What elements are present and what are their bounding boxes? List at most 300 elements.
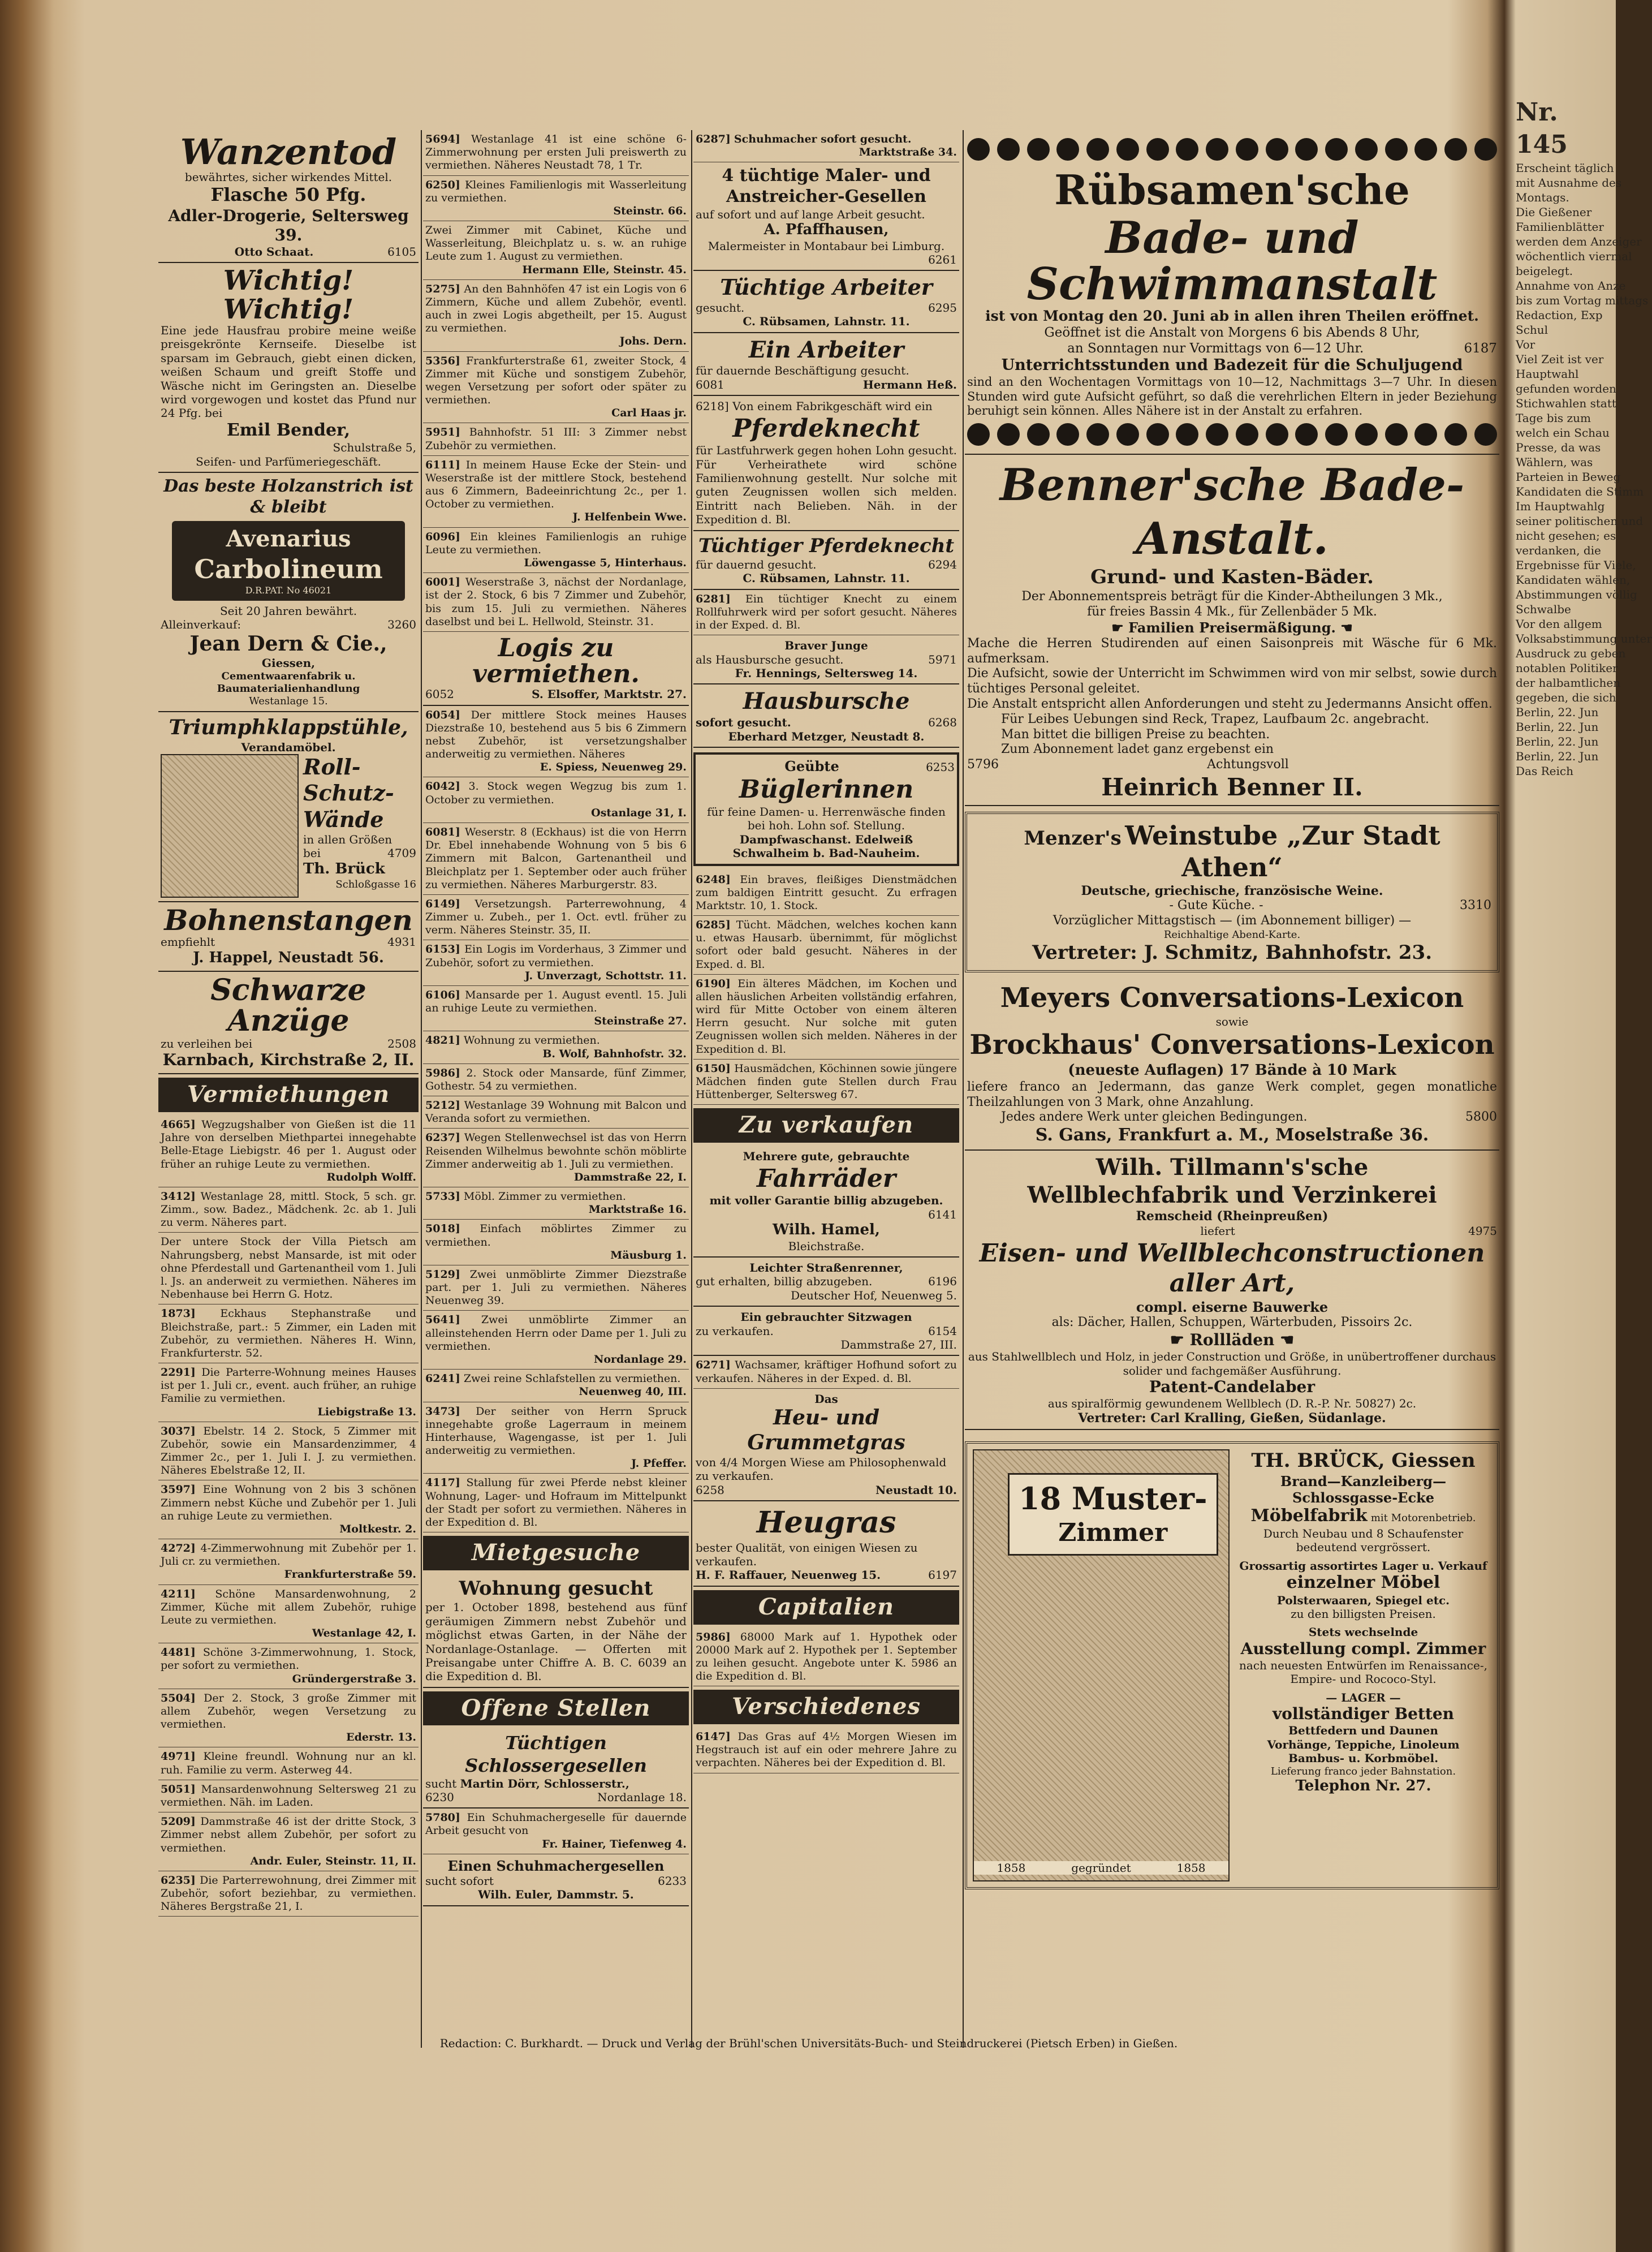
ad-address: Löwengasse 5, Hinterhaus. (524, 556, 687, 569)
ad-text: Bettfedern und Daunen (1288, 1724, 1438, 1738)
classified-ad (423, 456, 689, 528)
imprint-footer: Redaction: C. Burkhardt. — Druck und Verlag der Brühl'schen Universitäts-Buch- und Steindruckerei (Pietsch Erben) in Gießen. (439, 2036, 1178, 2050)
ad-number: 1873] (161, 1307, 196, 1320)
ad-text: Vertreter: J. Schmitz, Bahnhofstr. 23. (1032, 941, 1433, 964)
ad-text: Lieferung franco jeder Bahnstation. (1270, 1765, 1456, 1777)
ad-heugras (693, 1501, 959, 1587)
ad-number: 3473] (425, 1405, 460, 1418)
ad-address: Seifen- und Parfümeriegeschäft. (196, 454, 381, 468)
facing-page-line: Annahme von Anze (1516, 279, 1626, 293)
ad-tillmann (965, 1151, 1499, 1431)
ad-junge (693, 635, 959, 684)
ad-text: Westanlage 41 ist eine schöne 6-Zimmerwohnung per ersten Juli preiswerth zu vermiethen. Näheres Neustadt 78, 1 Tr. (425, 133, 687, 172)
column-3 (693, 130, 959, 1773)
ad-wichtig (158, 263, 419, 473)
ad-ruebsamen-bad (965, 130, 1499, 455)
ad-text: Der mittlere Stock meines Hauses Diezstraße 10, bestehend aus 5 bis 6 Zimmern nebst Zubehör, ist versetzungshalber anderweitig zu vermiethen. Näheres (425, 708, 687, 761)
ad-seller: Menzer's (1024, 827, 1122, 850)
ad-address: Johs. Dern. (619, 335, 687, 348)
ad-text: Die Anstalt entspricht allen Anforderungen und steht zu Jedermanns Ansicht offen. (967, 696, 1493, 711)
ad-title: Brockhaus' Conversations-Lexicon (969, 1029, 1495, 1061)
ad-title: Wichtig! Wichtig! (223, 265, 354, 325)
ad-text: Flasche 50 Pfg. (210, 184, 366, 206)
ad-title: Heugras (756, 1505, 896, 1540)
ad-text: Geöffnet ist die Anstalt von Morgens 6 bis Abends 8 Uhr, (1044, 325, 1420, 341)
facing-page-line: beigelegt. (1516, 264, 1573, 278)
ad-text: Der 2. Stock, 3 große Zimmer mit allem Zubehör, wegen Versetzung zu vermiethen. (161, 1691, 416, 1731)
ad-text: aus spiralförmig gewundenem Wellblech (D. R.-P. Nr. 50827) 2c. (1047, 1397, 1417, 1411)
ad-text: Schlossgasse-Ecke (1292, 1489, 1434, 1506)
classified-ad (423, 823, 689, 895)
banner-text: gegründet (1071, 1861, 1131, 1875)
ad-number: 6294 (928, 558, 957, 572)
facing-page-line: Berlin, 22. Jun (1516, 705, 1599, 720)
ad-address: B. Wolf, Bahnhofstr. 32. (542, 1047, 687, 1060)
year: 1858 (1176, 1861, 1206, 1875)
ad-seller: Karnbach, Kirchstraße 2, II. (162, 1050, 415, 1070)
ad-title: Bohnenstangen (164, 903, 413, 937)
ad-text: vollständiger Betten (1272, 1704, 1455, 1724)
ad-avenarius (158, 473, 419, 712)
ad-address: Nordanlage 29. (593, 1353, 687, 1366)
ad-number: 6054] (425, 708, 460, 721)
ad-text: Alleinverkauf: (161, 618, 241, 632)
ad-number: 6147] (696, 1730, 731, 1743)
dot-border (967, 423, 1497, 446)
ad-number: 5209] (161, 1815, 196, 1828)
classified-ad (423, 130, 689, 176)
ad-text: mit voller Garantie billig abzugeben. (709, 1194, 943, 1208)
ad-text: bester Qualität, von einigen Wiesen zu verkaufen. (696, 1540, 918, 1568)
section-heading: Verschiedenes (693, 1690, 959, 1724)
ad-text: in allen Größen (303, 833, 392, 847)
ad-number: 5356] (425, 354, 460, 367)
ad-text: Mansardenwohnung Seltersweg 21 zu vermiethen. Näh. im Laden. (161, 1782, 416, 1809)
ad-text: Wegzugshalber von Gießen ist die 11 Jahre von derselben Miethpartei innegehabte Belle-Etage Liebigstr. 46 per 1. August oder früher an ruhige Leute zu vermiethen. (161, 1118, 416, 1170)
ad-capital (693, 1628, 959, 1687)
ad-text: Eine jede Hausfrau probire meine weiße preisgekrönte Kernseife. Dieselbe ist sparsam im Gebrauch, giebt einen dicken, weißen Schaum und greift Stoffe und Wäsche nicht im Geringsten an. Dieselbe wird vorgewogen und kostet das Pfund nur 24 Pfg. bei (161, 324, 416, 420)
ad-title: Büglerinnen (739, 775, 914, 804)
ad-text: - Gute Küche. - (1169, 898, 1263, 913)
ad-title: Bade- und Schwimmanstalt (1026, 212, 1438, 310)
ad-number: 6233 (658, 1874, 687, 1888)
ad-address: Schloßgasse 16 (335, 878, 416, 890)
ad-text: Grund- und Kasten-Bäder. (1090, 566, 1374, 589)
ad-number: 6052 (425, 687, 454, 701)
ad-address: Gründergerstraße 3. (292, 1672, 416, 1685)
facing-page-line: nicht gesehen; es (1516, 529, 1616, 543)
classified-ad (693, 975, 959, 1060)
ad-text: Weserstraße 3, nächst der Nordanlage, ist der 2. Stock, 6 bis 7 Zimmer und Zubehör, bis zum 15. Juli zu vermiethen. Näheres daselbst und bei L. Hellwold, Steinstr. 31. (425, 576, 687, 628)
ad-number: 4272] (161, 1542, 196, 1555)
ad-address: Nordanlage 18. (597, 1790, 687, 1804)
ad-text: nach neuesten Entwürfen im Renaissance-, Empire- und Rococo-Styl. (1239, 1659, 1487, 1686)
ad-number: 6268 (928, 716, 957, 730)
ad-text: für freies Bassin 4 Mk., für Zellenbäder 5 Mk. (1087, 604, 1377, 619)
facing-page-line: verdanken, die (1516, 544, 1601, 558)
ad-number: 6190] (696, 977, 731, 990)
ad-text: Das Gras auf 4½ Morgen Wiesen im Hegstrauch ist auf ein oder mehrere Jahre zu verpachten. Näheres bei der Expedition d. Bl. (696, 1730, 957, 1769)
ad-number: 4821] (425, 1034, 460, 1047)
ad-text: gut erhalten, billig abzugeben. (696, 1274, 873, 1289)
ad-text: Westanlage 39 Wohnung mit Balcon und Veranda sofort zu vermiethen. (425, 1099, 687, 1125)
ad-title: Ein gebrauchter Sitzwagen (740, 1310, 912, 1324)
ad-text: Für Leibes Uebungen sind Reck, Trapez, Laufbaum 2c. angebracht. (1001, 712, 1430, 726)
ad-text: Zum Abonnement ladet ganz ergebenst ein (1001, 742, 1274, 757)
ad-seller: J. Happel, Neustadt 56. (193, 949, 384, 966)
ad-title: Logis zu vermiethen. (472, 633, 640, 689)
facing-page-line: Kandidaten wählen, (1516, 573, 1631, 587)
ad-text: mit Motorenbetrieb. (1370, 1512, 1476, 1525)
facing-page-fragment (1516, 96, 1652, 2076)
pointing-hand-icon: ☚ (1274, 1330, 1295, 1350)
ad-number: 4211] (161, 1587, 196, 1600)
ad-number: 5212] (425, 1099, 460, 1112)
ad-text: Kleine freundl. Wohnung nur an kl. ruh. Familie zu verm. Asterweg 44. (161, 1750, 417, 1776)
facing-page-line: Im Hauptwahlg (1516, 500, 1605, 514)
ad-text: Von einem Fabrikgeschäft wird ein (732, 399, 933, 414)
ad-number: 5733] (425, 1190, 460, 1203)
classified-ad (158, 1643, 419, 1689)
ad-text: Stallung für zwei Pferde nebst kleiner Wohnung, Lager- und Hofraum im Mittelpunkt der Stadt per sofort zu vermiethen. Näheres in der Expedition d. Bl. (425, 1476, 687, 1528)
facing-page-line: Berlin, 22. Jun (1516, 720, 1599, 734)
ad-title: Wellblechfabrik und Verzinkerei (1027, 1181, 1437, 1208)
ad-hausbursche (693, 684, 959, 748)
ad-seller: Th. Brück (303, 860, 385, 877)
ad-number: 4975 (1468, 1224, 1497, 1238)
ad-text: Schutz- (303, 780, 394, 806)
ad-number: 6096] (425, 530, 460, 543)
ad-text: Patent-Candelaber (1149, 1377, 1315, 1396)
facing-page-line: mit Ausnahme des (1516, 176, 1622, 190)
facing-page-line: Ergebnisse für Viele, (1516, 558, 1636, 572)
facing-page-line: welch ein Schau (1516, 426, 1610, 440)
ad-text: Telephon Nr. 27. (1295, 1777, 1431, 1795)
section-heading: Capitalien (693, 1590, 959, 1625)
facing-page-line: Stichwahlen statt (1516, 397, 1616, 411)
ad-text: Ein älteres Mädchen, im Kochen und allen häuslichen Arbeiten vollständig erfahren, wird für Mitte October von einem älteren Herrn gesucht. Nur solche mit guten Zeugnissen wollen sich melden. Näheres in der Expedition d. Bl. (696, 977, 957, 1056)
ad-text: bei (303, 846, 321, 860)
ad-triumph (158, 712, 419, 902)
ad-text: Stets wechselnde (1308, 1625, 1418, 1639)
ad-text: Mehrere gute, gebrauchte (743, 1149, 910, 1164)
ad-address: Fr. Hainer, Tiefenweg 4. (542, 1837, 687, 1850)
classified-ad (158, 1422, 419, 1481)
ad-number: 6001] (425, 576, 460, 589)
ad-text: Bambus- u. Korbmöbel. (1288, 1751, 1439, 1766)
ad-number: 6150] (696, 1062, 731, 1075)
ad-seller: C. Rübsamen, Lahnstr. 11. (743, 315, 910, 329)
ad-seller: Fr. Hennings, Seltersweg 14. (735, 666, 918, 681)
ad-schuhmacher (423, 1809, 689, 1854)
ad-text: Jedes andere Werk unter gleichen Bedingungen. (1001, 1110, 1308, 1125)
ad-number: 4481] (161, 1646, 196, 1659)
classified-ad (158, 1233, 419, 1304)
facing-page-line: wöchentlich viermal (1516, 249, 1632, 264)
classified-ad (158, 1363, 419, 1422)
ad-text: Der seither von Herrn Spruck innegehabte große Lagerraum in meinem Hinterhause, Wagengasse, ist per 1. Juli anderweitig zu vermiethen. (425, 1405, 687, 1457)
ad-number: 5780] (425, 1811, 460, 1824)
ad-text: Der untere Stock der Villa Pietsch am Nahrungsberg, nebst Mansarde, ist mit oder ohne Pferdestall und Gartenantheil vom 1. Juli l. Js. an anderweit zu vermiethen. Näheres im Nebenhause bei Herrn G. Hotz. (161, 1235, 416, 1301)
facing-page-line: Tage bis zum (1516, 411, 1591, 425)
ad-wohnung-gesucht (423, 1574, 689, 1688)
ad-number: 5129] (425, 1268, 460, 1281)
ad-text: Möbelfabrik (1250, 1506, 1368, 1526)
ad-text: Zwei unmöblirte Zimmer Diezstraße part. per 1. Juli zu vermiethen. Näheres Neuenweg 39. (425, 1268, 687, 1307)
ad-title: Wanzentod (180, 131, 397, 173)
column-2 (423, 130, 689, 1906)
ad-text: an Sonntagen nur Vormittags von 6—12 Uhr. (1067, 341, 1364, 356)
ad-lexicon (965, 978, 1499, 1150)
ad-title: Benner'sche Bade-Anstalt. (999, 459, 1465, 565)
ad-address: J. Unverzagt, Schottstr. 11. (524, 969, 687, 982)
classified-ad (423, 1129, 689, 1187)
classified-ad (158, 1539, 419, 1585)
ad-text: als Hausbursche gesucht. (696, 652, 844, 666)
classified-ad (423, 1370, 689, 1402)
ad-seller: Hermann Heß. (862, 377, 957, 391)
classified-ad (423, 777, 689, 823)
ad-address: Westanlage 15. (249, 695, 328, 707)
ad-number: 5694] (425, 133, 460, 145)
pointing-hand-icon: ☚ (1335, 619, 1353, 636)
ad-number: 4971] (161, 1750, 196, 1763)
year: 1858 (997, 1861, 1026, 1875)
ad-title: Schwarze Anzüge (210, 972, 366, 1039)
ad-seller: S. Elsoffer, Marktstr. 27. (532, 687, 687, 701)
ad-logis (423, 632, 689, 706)
ad-pferdeknecht-2 (693, 531, 959, 590)
ad-number: 6105 (387, 244, 416, 259)
classified-ad (423, 221, 689, 280)
ad-address: Deutscher Hof, Neuenweg 5. (791, 1288, 957, 1302)
ad-number: 5018] (425, 1222, 460, 1235)
ad-bohnenstangen (158, 902, 419, 972)
badge-text: Zimmer (1058, 1518, 1168, 1548)
ad-number: 3310 (1459, 898, 1491, 913)
ad-schlosser (423, 1729, 689, 1809)
ad-address: Mäusburg 1. (610, 1248, 687, 1261)
ad-number: 6253 (926, 760, 955, 774)
ad-address: Giessen, (261, 656, 316, 670)
ad-seller: Dampfwaschanst. Edelweiß (739, 832, 913, 846)
ad-text: 4-Zimmerwohnung mit Zubehör per 1. Juli cr. zu vermiethen. (161, 1542, 416, 1568)
ad-number: 6106] (425, 988, 460, 1001)
ad-seller: C. Rübsamen, Lahnstr. 11. (743, 571, 910, 585)
ad-text: — LAGER — (1326, 1690, 1401, 1704)
ad-seller: Eberhard Metzger, Neustadt 8. (728, 729, 925, 743)
ad-benner-bad (965, 455, 1499, 806)
ad-number: 6197 (928, 1568, 957, 1582)
ad-arbeiter (693, 271, 959, 333)
ad-fahrraeder (693, 1146, 959, 1258)
facing-page-line: Wählern, was (1516, 455, 1593, 470)
section-heading: Zu verkaufen (693, 1108, 959, 1143)
ad-address: Westanlage 42, I. (312, 1627, 416, 1640)
founding-banner (974, 1861, 1228, 1875)
ad-number: 4931 (387, 935, 416, 949)
newspaper-page (141, 96, 1502, 2076)
facing-page-line: Volksabstimmung unter (1516, 632, 1652, 646)
ad-text: Ein kleines Familienlogis an ruhige Leute zu vermiethen. (425, 530, 687, 556)
ad-text: als: Dächer, Hallen, Schuppen, Wärterbuden, Pissoirs 2c. (1051, 1315, 1413, 1330)
ad-text: für feine Damen- u. Herrenwäsche finden bei hoh. Lohn sof. Stellung. (707, 805, 946, 833)
column-rule (691, 130, 692, 2048)
ad-text: Ein tüchtiger Knecht zu einem Rollfuhrwerk wird per sofort gesucht. Näheres in der Exped. d. Bl. (696, 592, 957, 632)
ad-text: Brand—Kanzleiberg— (1280, 1472, 1447, 1489)
ad-wanzentod (158, 130, 419, 263)
ad-address: Steinstr. 66. (613, 204, 687, 217)
ad-text-row (967, 619, 1497, 636)
ad-number: 6042] (425, 780, 460, 793)
ad-sitzwagen (693, 1307, 959, 1356)
ad-text: Kleines Familienlogis mit Wasserleitung zu vermiethen. (425, 178, 687, 204)
ad-text: liefert (1200, 1224, 1235, 1238)
facing-page-line: Montags. (1516, 191, 1569, 205)
facing-page-line: Viel Zeit ist ver (1516, 352, 1604, 367)
facing-page-line: gegeben, die sich (1516, 691, 1616, 705)
ad-text: Man bittet die billigen Preise zu beachten. (1001, 727, 1270, 742)
classified-list (423, 130, 689, 632)
facing-page-line: Kandidaten die Stimm (1516, 485, 1644, 499)
classified-ad (423, 573, 689, 632)
ad-address: Steinstraße 27. (594, 1015, 687, 1028)
ad-address: Dammstraße 22, I. (573, 1170, 687, 1183)
ad-text: zu den billigsten Preisen. (1291, 1607, 1436, 1621)
ad-text: Reichhaltige Abend-Karte. (1163, 929, 1301, 941)
ad-text: Adler-Drogerie, Seltersweg 39. (168, 206, 409, 244)
ad-text: Das (814, 1392, 838, 1406)
ad-address: Frankfurterstraße 59. (284, 1568, 416, 1581)
column-rule (963, 130, 964, 2048)
ad-text: Eine Wohnung von 2 bis 3 schönen Zimmern nebst Küche und Zubehör per 1. Juli an ruhige Leute zu vermiethen. (161, 1483, 416, 1522)
ad-text: zu verkaufen. (696, 1324, 774, 1338)
ad-address: Neustadt 10. (875, 1483, 957, 1497)
ad-number: 6258 (696, 1483, 724, 1497)
ad-seller: Wilh. Euler, Dammstr. 5. (478, 1888, 634, 1902)
ad-title: Ein Arbeiter (748, 336, 904, 363)
ad-number: 5641] (425, 1314, 460, 1327)
ad-title: Weinstube „Zur Stadt Athen“ (1125, 820, 1440, 883)
ad-address: Ederstr. 13. (346, 1731, 416, 1744)
ad-number: 6154 (928, 1324, 957, 1338)
ad-number: 5971 (928, 652, 957, 666)
ad-text: Ein Logis im Vorderhaus, 3 Zimmer und Zubehör, sofort zu vermiethen. (425, 943, 687, 969)
ad-text: Schöne Mansardenwohnung, 2 Zimmer, Küche mit allem Zubehör, ruhige Leute zu vermiethen. (161, 1587, 416, 1626)
ad-seller: A. Pfaffhausen, (764, 221, 889, 238)
ad-seller: Otto Schaat. (234, 244, 314, 259)
ad-text: Vorhänge, Teppiche, Linoleum (1267, 1737, 1460, 1751)
ad-number: 6285] (696, 919, 731, 932)
ad-text: Roll- (303, 753, 361, 780)
ad-pferdeknecht (693, 396, 959, 531)
ad-hofhund (693, 1356, 959, 1388)
ad-seller: S. Gans, Frankfurt a. M., Moselstraße 36. (1035, 1125, 1429, 1146)
classified-ad (423, 280, 689, 352)
ad-title: Wilh. Tillmann's'sche (1095, 1153, 1369, 1181)
classified-ad (423, 423, 689, 455)
ad-number: 2508 (387, 1036, 416, 1050)
dot-border (967, 138, 1497, 161)
ad-title: Fahrräder (756, 1164, 896, 1193)
ad-title: Tüchtigen Schlossergesellen (465, 1732, 647, 1776)
ad-text: einzelner Möbel (1286, 1573, 1440, 1593)
ad-seller: Emil Bender, (226, 420, 351, 440)
classified-ad (158, 1187, 419, 1233)
ad-text: gesucht. (696, 300, 745, 315)
ad-address: Neuenweg 40, III. (579, 1385, 687, 1398)
ad-text: Durch Neubau und 8 Schaufenster bedeutend vergrössert. (1263, 1526, 1464, 1555)
classified-ad (423, 706, 689, 778)
ad-address: Liebigstraße 13. (317, 1405, 416, 1418)
ad-text: aus Stahlwellblech und Holz, in jeder Construction und Größe, in unübertroffener durchaus solider und fachgemäßer Ausführung. (968, 1350, 1496, 1377)
ad-text: Einfach möblirtes Zimmer zu vermiethen. (425, 1222, 687, 1248)
facing-page-line: Abstimmungen völlig (1516, 588, 1637, 602)
ad-address: J. Helfenbein Wwe. (572, 511, 687, 524)
ad-text: Grossartig assortirtes Lager u. Verkauf (1239, 1558, 1487, 1573)
ad-gras (693, 1728, 959, 1773)
ad-text: Zwei unmöblirte Zimmer an alleinstehenden Herrn oder Dame per 1. Juli zu vermiethen. (425, 1314, 687, 1353)
ad-schuhmacher-gesucht (693, 130, 959, 162)
classified-ad (423, 176, 689, 222)
ad-title: Meyers Conversations-Lexicon (1000, 982, 1464, 1014)
classified-ad (158, 1585, 419, 1644)
ad-number: 6187 (1464, 341, 1497, 356)
classified-ad (158, 1747, 419, 1780)
ad-address: Hermann Elle, Steinstr. 45. (522, 263, 687, 276)
classified-ad (158, 1689, 419, 1748)
ad-address: Malermeister in Montabaur bei Limburg. (708, 239, 945, 253)
ad-text: Frankfurterstraße 61, zweiter Stock, 4 Zimmer mit Küche und sonstigem Zubehör, wegen Versetzung per sofort oder später zu vermiethen. (425, 354, 687, 407)
ad-number: 6241] (425, 1372, 460, 1385)
classified-ad (158, 1812, 419, 1871)
ad-number: 6081 (696, 377, 724, 391)
ad-number: 3412] (161, 1190, 196, 1203)
furniture-illustration (973, 1449, 1230, 1881)
facing-page-line: Vor (1516, 338, 1535, 352)
facing-page-line: Schul (1516, 323, 1549, 337)
ad-text: Schuhmacher sofort gesucht. (734, 133, 912, 145)
ad-text: Deutsche, griechische, französische Weine. (1081, 883, 1383, 898)
ad-number: 5051] (161, 1782, 196, 1795)
ad-text: Die Aufsicht, sowie der Unterricht im Schwimmen wird von mir selbst, sowie durch tüchtiges Personal geleitet. (967, 666, 1497, 696)
ad-text: Die Parterre-Wohnung meines Hauses ist per 1. Juli cr., event. auch früher, an ruhige Familie zu vermiethen. (161, 1366, 417, 1405)
classified-ad (423, 1265, 689, 1311)
ad-number: 2291] (161, 1366, 196, 1379)
facing-page-line: Vor den allgem (1516, 617, 1602, 631)
ad-title: Rübsamen'sche (1054, 166, 1410, 214)
ad-title: Pferdeknecht (732, 414, 920, 443)
ad-text: Mache die Herren Studirenden auf einen Saisonpreis mit Wäsche für 6 Mk. aufmerksam. (967, 636, 1497, 666)
ad-text: Wegen Stellenwechsel ist das von Herrn Reisenden Wilhelmus bewohnte schön möblirte Zimmer anderweitig ab 1. Juli zu vermiethen. (425, 1131, 687, 1170)
ad-address: J. Pfeffer. (631, 1457, 687, 1470)
facing-page-line: Parteien in Beweg (1516, 470, 1621, 484)
ad-text: sucht sofort (425, 1874, 494, 1888)
column-rule (421, 130, 422, 2048)
ad-title: Eisen- und Wellblechconstructionen aller Art, (979, 1238, 1485, 1298)
ad-text: Schöne 3-Zimmerwohnung, 1. Stock, per sofort zu vermiethen. (161, 1646, 417, 1672)
ad-number: 6218] (696, 399, 729, 414)
classified-ad (423, 1474, 689, 1532)
ad-number: 5275] (425, 282, 460, 295)
facing-page-line: Redaction, Exp (1516, 308, 1603, 322)
ad-number: 3597] (161, 1483, 196, 1496)
ad-text: 2. Stock oder Mansarde, fünf Zimmer, Gothestr. 54 zu vermiethen. (425, 1066, 687, 1092)
ad-number: 6287] (696, 133, 731, 145)
classified-ad (423, 1402, 689, 1474)
ad-text: An den Bahnhöfen 47 ist ein Logis von 6 Zimmern, Küche und allem Zubehör, eventl. auch in zwei Logis abgetheilt, per 15. August zu vermiethen. (425, 282, 687, 335)
facing-page-lines (1516, 161, 1652, 778)
